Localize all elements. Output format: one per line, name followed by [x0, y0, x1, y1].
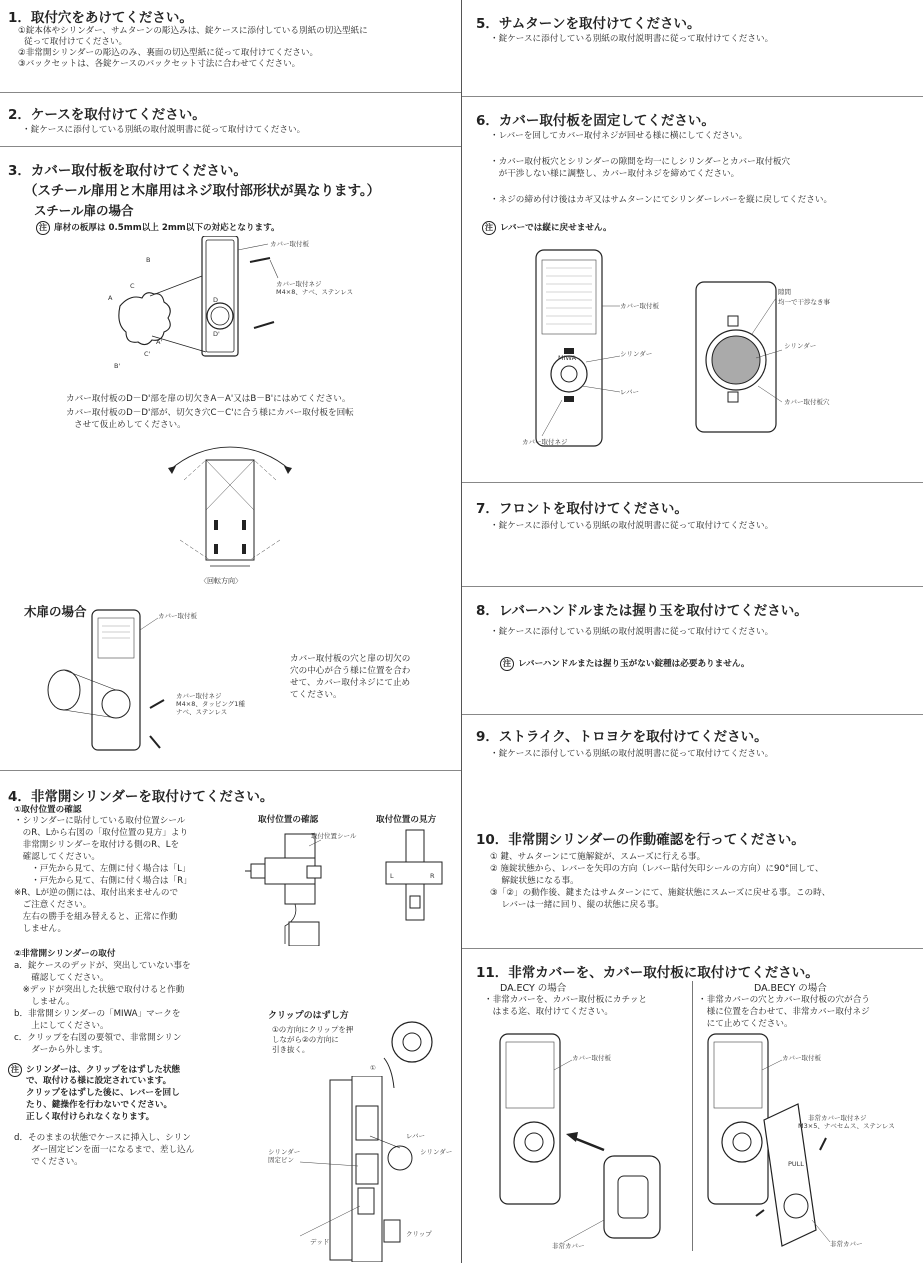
gap-hole-label: カバー取付板穴 [784, 398, 830, 406]
s4-l1-0: ・シリンダーに貼付している取付位置シール [14, 816, 186, 826]
fig-title-position-view: 取付位置の見方 [376, 815, 437, 825]
s4-l1-6: ※R、Lが逆の側には、取付出来ませんので [14, 888, 179, 898]
s6-screw-label: カバー取付ネジ [522, 438, 568, 446]
letter-a: A [108, 294, 113, 302]
becy-cover-plate-label: カバー取付板 [782, 1054, 821, 1062]
s4-sub-2: ②非常開シリンダーの取付 [14, 949, 116, 959]
s10-line-2: 解錠状態になる事。 [490, 876, 579, 886]
clip-desc-0: ①の方向にクリップを押 [272, 1025, 354, 1034]
wood-desc-1: カバー取付板の穴と扉の切欠の [290, 654, 411, 664]
s4-l3-1: ダー固定ピンを面一になるまで、差し込ん [14, 1145, 195, 1155]
s4-l1-5: ・戸先から見て、右側に付く場合は「R」 [14, 876, 192, 886]
s4-l2-6: c．クリップを右図の要領で、非常開シリン [14, 1033, 182, 1043]
section-2-title: 2．ケースを取付けてください。 [8, 107, 206, 123]
section-5 [462, 0, 923, 90]
s6-warn-text: レバーでは縦に戻せません。 [500, 223, 612, 233]
s4-warn-1: で、取付ける様に設定されています。 [26, 1076, 172, 1086]
wood-door-heading: 木扉の場合 [24, 604, 87, 619]
section-11-title: 11．非常カバーを、カバー取付板に取付けてください。 [476, 965, 819, 981]
s4-sub-1: ①取付位置の確認 [14, 805, 82, 815]
wood-door-diagram [40, 608, 260, 758]
s4-warn-3: たり、鍵操作を行わないでください。 [26, 1100, 173, 1110]
becy-line-2: にて止めてください。 [698, 1019, 793, 1029]
s3-desc-2: カバー取付板のD－D'部が、切欠き穴C－C'に合う様にカバー取付板を回転 [66, 408, 354, 418]
section-8 [462, 586, 923, 715]
section-3-subtitle: （スチール扉用と木扉用はネジ取付部形状が異なります。） [24, 183, 381, 199]
s8-note [500, 657, 750, 671]
note-mark-icon: 注 [500, 657, 514, 671]
wood-screw-label-2: M4×8、タッピング1種 [176, 700, 245, 708]
fig-title-position-check: 取付位置の確認 [258, 815, 319, 825]
s1-line-1: ①錠本体やシリンダー、サムターンの彫込みは、錠ケースに添付している別紙の切込型紙に [18, 26, 368, 36]
section-7 [462, 482, 923, 587]
section-6-title: 6．カバー取付板を固定してください。 [476, 113, 715, 129]
step-1-mark: ① [370, 1064, 376, 1072]
steel-door-diagram [90, 236, 410, 376]
section-10-title: 10．非常開シリンダーの作動確認を行ってください。 [476, 832, 805, 848]
pull-label: PULL [788, 1160, 804, 1168]
s6-line-3: ・ネジの締め付け後はカギ又はサムターンにてシリンダーレバーを縦に戻してください。 [490, 195, 833, 205]
becy-cover-label: 非常カバー [830, 1240, 863, 1248]
s4-warn-4: 正しく取付けられなくなります。 [26, 1112, 155, 1122]
s1-line-2: 従って取付けてください。 [24, 37, 128, 47]
s7-line-1: ・錠ケースに添付している別紙の取付説明書に従って取付けてください。 [490, 521, 774, 531]
ecy-cover-label: 非常カバー [552, 1242, 585, 1250]
letter-b2: B' [114, 362, 121, 370]
section-3-title: 3．カバー取付板を取付けてください。 [8, 163, 247, 179]
s11-divider [692, 981, 693, 1251]
label-L: L [390, 872, 394, 880]
steel-screw-label-1: カバー取付ネジ [276, 280, 322, 288]
section-10 [462, 818, 923, 948]
steel-note [36, 221, 280, 235]
s6-warn [482, 221, 612, 235]
s4-l2-0: a．錠ケースのデッドが、突出していない事を [14, 961, 191, 971]
s1-line-3: ②非常開シリンダーの彫込のみ、裏面の切込型紙に従って取付けてください。 [18, 48, 319, 58]
s5-line-1: ・錠ケースに添付している別紙の取付説明書に従って取付けてください。 [490, 34, 774, 44]
s4-l3-0: d．そのままの状態でケースに挿入し、シリン [14, 1133, 191, 1143]
s10-line-1: ② 施錠状態から、レバーを矢印の方向（レバー貼付矢印シールの方向）に90°回して、 [490, 864, 824, 874]
cylinder-insert-diagram [260, 1076, 460, 1262]
becy-diagram [702, 1030, 922, 1252]
lever-label: レバー [406, 1132, 426, 1140]
s10-line-3: ③「②」の動作後、鍵またはサムターンにて、施錠状態にスムーズに戻せる事。この時、 [490, 888, 831, 898]
wood-desc-4: てください。 [290, 690, 342, 700]
dead-label: デッド [310, 1238, 330, 1246]
section-9-title: 9．ストライク、トロヨケを取付けてください。 [476, 729, 768, 745]
s4-l2-4: b．非常開シリンダーの「MIWA」マークを [14, 1009, 181, 1019]
section-8-title: 8．レバーハンドルまたは握り玉を取付けてください。 [476, 603, 808, 619]
s4-l1-2: 非常開シリンダーを取付ける側のR、Lを [14, 840, 180, 850]
note-mark-icon: 注 [482, 221, 496, 235]
wood-screw-label-3: ナベ、ステンレス [176, 708, 228, 716]
steel-note-text: 扉材の板厚は 0.5mm以上 2mm以下の対応となります。 [54, 223, 280, 233]
wood-screw-label-1: カバー取付ネジ [176, 692, 222, 700]
s6-line-0: ・レバーを回してカバー取付ネジが回せる様に横にしてください。 [490, 131, 748, 141]
s9-line-1: ・錠ケースに添付している別紙の取付説明書に従って取付けてください。 [490, 749, 774, 759]
ecy-diagram [494, 1030, 684, 1252]
s4-l2-7: ダーから外します。 [14, 1045, 108, 1055]
section-7-title: 7．フロントを取付けてください。 [476, 501, 688, 517]
s8-line-1: ・錠ケースに添付している別紙の取付説明書に従って取付けてください。 [490, 627, 774, 637]
s4-l2-2: ※デッドが突出した状態で取付けると作動 [14, 985, 185, 995]
s4-l1-8: 左右の勝手を組み替えると、正常に作動 [14, 912, 178, 922]
section-1-title: 1．取付穴をあけてください。 [8, 10, 193, 26]
pin-label-1: シリンダー [268, 1148, 301, 1156]
cylinder-label: シリンダー [420, 1148, 453, 1156]
s4-warn-0 [8, 1063, 180, 1077]
s6-line-1: ・カバー取付板穴とシリンダーの隙間を均一にしシリンダーとカバー取付板穴 [490, 157, 791, 167]
seal-label: 取付位置シール [311, 832, 357, 840]
section-9 [462, 714, 923, 827]
letter-d2: D' [213, 330, 220, 338]
s3-desc-1: カバー取付板のD－D'部を扉の切欠きA－A'又はB－B'にはめてください。 [66, 394, 351, 404]
ecy-line-0: ・非常カバーを、カバー取付板にカチッと [484, 995, 648, 1005]
s6-cover-plate-label: カバー取付板 [620, 302, 659, 310]
letter-c2: C' [144, 350, 151, 358]
note-mark-icon: 注 [8, 1063, 22, 1077]
miwa-mark: MIWA [558, 354, 577, 362]
wood-desc-2: 穴の中心が合う様に位置を合わ [290, 666, 411, 676]
s4-l1-4: ・戸先から見て、左側に付く場合は「L」 [14, 864, 191, 874]
section-5-title: 5．サムターンを取付けてください。 [476, 16, 701, 32]
steel-screw-label-2: M4×8、ナベ、ステンレス [276, 288, 354, 296]
fig-title-clip-removal: クリップのはずし方 [268, 1011, 349, 1021]
becy-line-1: 様に位置を合わせて、非常カバー取付ネジ [698, 1007, 870, 1017]
pin-label-2: 固定ピン [268, 1156, 294, 1164]
gap-note-label: 均一で干渉なき事 [778, 298, 830, 306]
gap-cylinder-label: シリンダー [784, 342, 817, 350]
ecy-title: DA.ECY の場合 [500, 983, 567, 994]
s3-desc-3: させて仮止めしてください。 [74, 420, 186, 430]
s4-l1-1: のR、Lから右図の「取付位置の見方」より [14, 828, 189, 838]
letter-a2: A' [156, 338, 163, 346]
letter-d: D [213, 296, 219, 304]
s4-l1-7: ご注意ください。 [14, 900, 92, 910]
note-mark-icon: 注 [36, 221, 50, 235]
s2-line-1: ・錠ケースに添付している別紙の取付説明書に従って取付けてください。 [22, 125, 306, 135]
ecy-cover-plate-label: カバー取付板 [572, 1054, 611, 1062]
steel-door-heading: スチール扉の場合 [34, 203, 134, 218]
position-check-diagram [245, 826, 365, 946]
s8-note-text: レバーハンドルまたは握り玉がない錠種は必要ありません。 [518, 659, 750, 669]
rotation-caption: 〈回転方向〉 [200, 577, 242, 585]
becy-line-0: ・非常カバーの穴とカバー取付板の穴が合う [698, 995, 870, 1005]
wood-desc-3: せて、カバー取付ネジにて止め [290, 678, 411, 688]
ecy-line-1: はまる迄、取付けてください。 [484, 1007, 613, 1017]
s4-l2-3: しません。 [14, 997, 75, 1007]
s6-lever-label: レバー [620, 388, 640, 396]
s1-line-4: ③バックセットは、各錠ケースのバックセット寸法に合わせてください。 [18, 59, 301, 69]
clip-desc-1: しながら②の方向に [272, 1035, 339, 1044]
s4-l3-2: でください。 [14, 1157, 83, 1167]
clip-label: クリップ [406, 1230, 432, 1238]
rotation-diagram [150, 440, 310, 580]
s6-cylinder-label: シリンダー [620, 350, 653, 358]
s4-warn-2: クリップをはずした後に、レバーを回し [26, 1088, 180, 1098]
s10-line-4: レバーは一緒に回り、縦の状態に戻る事。 [490, 900, 665, 910]
gap-detail-diagram [692, 276, 912, 446]
wood-cover-plate-label: カバー取付板 [158, 612, 197, 620]
section-1 [0, 0, 461, 92]
becy-title: DA.BECY の場合 [754, 983, 827, 994]
s4-l2-5: 上にしてください。 [14, 1021, 109, 1031]
s4-warn-text-0: シリンダーは、クリップをはずした状態 [26, 1065, 181, 1075]
section-4-title: 4．非常開シリンダーを取付けてください。 [8, 789, 274, 805]
s6-line-2: が干渉しない様に調整し、カバー取付ネジを締めてください。 [490, 169, 740, 179]
s4-l2-1: 確認してください。 [14, 973, 109, 983]
clip-desc-2: 引き抜く。 [272, 1045, 310, 1054]
position-view-diagram [380, 826, 450, 926]
s4-l1-9: しません。 [14, 924, 67, 934]
gap-label: 隙間 [778, 288, 791, 296]
steel-cover-plate-label: カバー取付板 [270, 240, 309, 248]
becy-screw-label-2: M3×5、ナベセムス、ステンレス [798, 1122, 895, 1130]
letter-c: C [130, 282, 135, 290]
becy-screw-label-1: 非常カバー取付ネジ [808, 1114, 867, 1122]
section-2 [0, 92, 461, 145]
s10-line-0: ① 鍵、サムターンにて施解錠が、スムーズに行える事。 [490, 852, 706, 862]
label-R: R [430, 872, 435, 880]
letter-b: B [146, 256, 151, 264]
s4-l1-3: 確認してください。 [14, 852, 100, 862]
